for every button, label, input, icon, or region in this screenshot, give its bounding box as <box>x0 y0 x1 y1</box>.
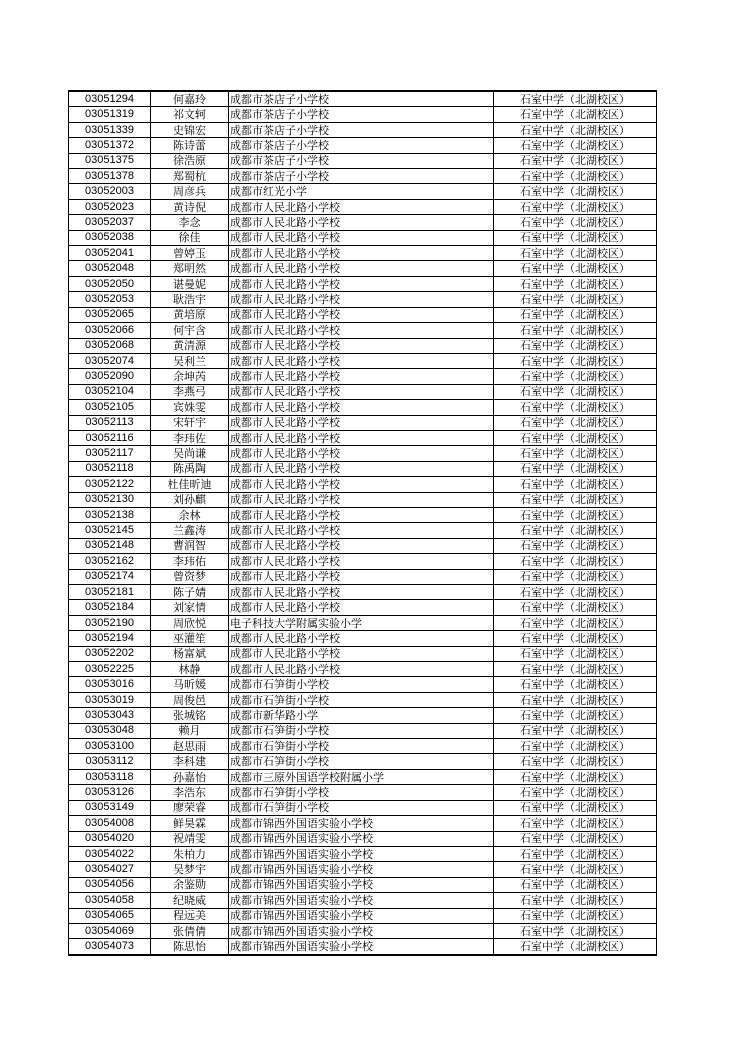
student-name-cell: 李燕弓 <box>151 384 229 399</box>
assigned-school-cell: 石室中学（北湖校区） <box>494 430 657 445</box>
student-id-cell: 03052065 <box>69 307 151 322</box>
primary-school-cell: 成都市人民北路小学校 <box>229 430 494 445</box>
student-name-cell: 李浩东 <box>151 785 229 800</box>
student-id-cell: 03051339 <box>69 122 151 137</box>
student-id-cell: 03052068 <box>69 338 151 353</box>
primary-school-cell: 成都市人民北路小学校 <box>229 215 494 230</box>
student-id-cell: 03053043 <box>69 708 151 723</box>
student-name-cell: 陈思怡 <box>151 939 229 955</box>
primary-school-cell: 成都市人民北路小学校 <box>229 230 494 245</box>
student-id-cell: 03052041 <box>69 246 151 261</box>
assigned-school-cell: 石室中学（北湖校区） <box>494 846 657 861</box>
student-id-cell: 03051372 <box>69 138 151 153</box>
student-id-cell: 03052105 <box>69 400 151 415</box>
table-row <box>69 708 657 723</box>
assigned-school-cell: 石室中学（北湖校区） <box>494 585 657 600</box>
student-name-cell: 曹润智 <box>151 538 229 553</box>
student-id-cell: 03052130 <box>69 492 151 507</box>
table-row <box>69 754 657 769</box>
table-row <box>69 677 657 692</box>
table-row <box>69 138 657 153</box>
student-id-cell: 03052113 <box>69 415 151 430</box>
table-row <box>69 569 657 584</box>
student-id-cell: 03051294 <box>69 91 151 107</box>
primary-school-cell: 成都市锦西外国语实验小学校 <box>229 923 494 938</box>
student-name-cell: 祝靖雯 <box>151 831 229 846</box>
primary-school-cell: 成都市人民北路小学校 <box>229 492 494 507</box>
primary-school-cell: 成都市新华路小学 <box>229 708 494 723</box>
student-name-cell: 吴梦宇 <box>151 862 229 877</box>
table-row <box>69 785 657 800</box>
table-row <box>69 816 657 831</box>
student-id-cell: 03052148 <box>69 538 151 553</box>
primary-school-cell: 成都市人民北路小学校 <box>229 292 494 307</box>
assigned-school-cell: 石室中学（北湖校区） <box>494 569 657 584</box>
table-row <box>69 369 657 384</box>
student-id-cell: 03054020 <box>69 831 151 846</box>
table-row <box>69 615 657 630</box>
assigned-school-cell: 石室中学（北湖校区） <box>494 877 657 892</box>
table-row <box>69 384 657 399</box>
primary-school-cell: 成都市人民北路小学校 <box>229 523 494 538</box>
table-row <box>69 739 657 754</box>
primary-school-cell: 成都市人民北路小学校 <box>229 446 494 461</box>
student-name-cell: 徐佳 <box>151 230 229 245</box>
assigned-school-cell: 石室中学（北湖校区） <box>494 384 657 399</box>
table-row <box>69 199 657 214</box>
student-name-cell: 郑蜀杭 <box>151 169 229 184</box>
table-row <box>69 215 657 230</box>
primary-school-cell: 成都市石笋街小学校 <box>229 785 494 800</box>
primary-school-cell: 成都市锦西外国语实验小学校 <box>229 877 494 892</box>
student-name-cell: 纪晓威 <box>151 893 229 908</box>
student-id-cell: 03052074 <box>69 353 151 368</box>
table-row <box>69 461 657 476</box>
assigned-school-cell: 石室中学（北湖校区） <box>494 615 657 630</box>
assigned-school-cell: 石室中学（北湖校区） <box>494 739 657 754</box>
student-name-cell: 余林 <box>151 507 229 522</box>
table-row <box>69 400 657 415</box>
student-table-body <box>69 91 657 955</box>
table-row <box>69 122 657 137</box>
table-row <box>69 723 657 738</box>
student-name-cell: 曾婷玉 <box>151 246 229 261</box>
assigned-school-cell: 石室中学（北湖校区） <box>494 507 657 522</box>
assigned-school-cell: 石室中学（北湖校区） <box>494 292 657 307</box>
table-row <box>69 261 657 276</box>
student-id-cell: 03054073 <box>69 939 151 955</box>
assigned-school-cell: 石室中学（北湖校区） <box>494 692 657 707</box>
assigned-school-cell: 石室中学（北湖校区） <box>494 323 657 338</box>
primary-school-cell: 成都市人民北路小学校 <box>229 569 494 584</box>
table-row <box>69 692 657 707</box>
student-id-cell: 03052190 <box>69 615 151 630</box>
assigned-school-cell: 石室中学（北湖校区） <box>494 107 657 122</box>
table-row <box>69 893 657 908</box>
student-id-cell: 03053048 <box>69 723 151 738</box>
assigned-school-cell: 石室中学（北湖校区） <box>494 677 657 692</box>
table-row <box>69 323 657 338</box>
assigned-school-cell: 石室中学（北湖校区） <box>494 831 657 846</box>
table-row <box>69 276 657 291</box>
student-name-cell: 杜佳昕迪 <box>151 477 229 492</box>
primary-school-cell: 成都市人民北路小学校 <box>229 323 494 338</box>
assigned-school-cell: 石室中学（北湖校区） <box>494 122 657 137</box>
table-row <box>69 831 657 846</box>
primary-school-cell: 成都市石笋街小学校 <box>229 739 494 754</box>
assigned-school-cell: 石室中学（北湖校区） <box>494 800 657 815</box>
student-name-cell: 赖月 <box>151 723 229 738</box>
primary-school-cell: 成都市锦西外国语实验小学校 <box>229 846 494 861</box>
student-id-cell: 03052117 <box>69 446 151 461</box>
student-id-cell: 03052038 <box>69 230 151 245</box>
assigned-school-cell: 石室中学（北湖校区） <box>494 769 657 784</box>
assigned-school-cell: 石室中学（北湖校区） <box>494 169 657 184</box>
assigned-school-cell: 石室中学（北湖校区） <box>494 646 657 661</box>
student-name-cell: 宋轩宇 <box>151 415 229 430</box>
assigned-school-cell: 石室中学（北湖校区） <box>494 215 657 230</box>
assigned-school-cell: 石室中学（北湖校区） <box>494 153 657 168</box>
primary-school-cell: 成都市锦西外国语实验小学校 <box>229 831 494 846</box>
student-id-cell: 03052048 <box>69 261 151 276</box>
student-name-cell: 刘家情 <box>151 600 229 615</box>
primary-school-cell: 成都市锦西外国语实验小学校 <box>229 862 494 877</box>
assigned-school-cell: 石室中学（北湖校区） <box>494 816 657 831</box>
student-name-cell: 徐浩原 <box>151 153 229 168</box>
table-row <box>69 646 657 661</box>
primary-school-cell: 成都市茶店子小学校 <box>229 107 494 122</box>
assigned-school-cell: 石室中学（北湖校区） <box>494 939 657 955</box>
student-name-cell: 谌曼妮 <box>151 276 229 291</box>
table-row <box>69 492 657 507</box>
student-id-cell: 03053016 <box>69 677 151 692</box>
assigned-school-cell: 石室中学（北湖校区） <box>494 461 657 476</box>
assigned-school-cell: 石室中学（北湖校区） <box>494 893 657 908</box>
table-row <box>69 446 657 461</box>
student-name-cell: 林静 <box>151 662 229 677</box>
primary-school-cell: 成都市红光小学 <box>229 184 494 199</box>
student-name-cell: 李念 <box>151 215 229 230</box>
student-name-cell: 李玮佐 <box>151 430 229 445</box>
student-name-cell: 史锦宏 <box>151 122 229 137</box>
primary-school-cell: 成都市人民北路小学校 <box>229 507 494 522</box>
table-row <box>69 292 657 307</box>
primary-school-cell: 成都市石笋街小学校 <box>229 723 494 738</box>
assigned-school-cell: 石室中学（北湖校区） <box>494 492 657 507</box>
primary-school-cell: 成都市人民北路小学校 <box>229 384 494 399</box>
table-row <box>69 507 657 522</box>
table-row <box>69 523 657 538</box>
table-row <box>69 908 657 923</box>
primary-school-cell: 成都市茶店子小学校 <box>229 122 494 137</box>
assigned-school-cell: 石室中学（北湖校区） <box>494 538 657 553</box>
assigned-school-cell: 石室中学（北湖校区） <box>494 199 657 214</box>
student-id-cell: 03052174 <box>69 569 151 584</box>
primary-school-cell: 成都市人民北路小学校 <box>229 461 494 476</box>
student-name-cell: 余鉴勋 <box>151 877 229 892</box>
assigned-school-cell: 石室中学（北湖校区） <box>494 307 657 322</box>
primary-school-cell: 成都市人民北路小学校 <box>229 276 494 291</box>
student-name-cell: 鲜昊霖 <box>151 816 229 831</box>
primary-school-cell: 成都市人民北路小学校 <box>229 415 494 430</box>
table-row <box>69 585 657 600</box>
table-row <box>69 769 657 784</box>
student-id-cell: 03051319 <box>69 107 151 122</box>
student-name-cell: 程远美 <box>151 908 229 923</box>
primary-school-cell: 成都市锦西外国语实验小学校 <box>229 893 494 908</box>
assigned-school-cell: 石室中学（北湖校区） <box>494 369 657 384</box>
assigned-school-cell: 石室中学（北湖校区） <box>494 662 657 677</box>
primary-school-cell: 成都市人民北路小学校 <box>229 338 494 353</box>
student-id-cell: 03051375 <box>69 153 151 168</box>
primary-school-cell: 成都市人民北路小学校 <box>229 538 494 553</box>
student-name-cell: 廖荣睿 <box>151 800 229 815</box>
student-name-cell: 赵思雨 <box>151 739 229 754</box>
assigned-school-cell: 石室中学（北湖校区） <box>494 908 657 923</box>
table-row <box>69 430 657 445</box>
assigned-school-cell: 石室中学（北湖校区） <box>494 184 657 199</box>
primary-school-cell: 成都市人民北路小学校 <box>229 477 494 492</box>
student-name-cell: 朱柏力 <box>151 846 229 861</box>
student-id-cell: 03052138 <box>69 507 151 522</box>
student-name-cell: 郑明然 <box>151 261 229 276</box>
table-row <box>69 307 657 322</box>
student-name-cell: 耿浩宇 <box>151 292 229 307</box>
student-id-cell: 03054065 <box>69 908 151 923</box>
student-id-cell: 03052181 <box>69 585 151 600</box>
primary-school-cell: 成都市石笋街小学校 <box>229 800 494 815</box>
table-row <box>69 415 657 430</box>
table-row <box>69 846 657 861</box>
assigned-school-cell: 石室中学（北湖校区） <box>494 276 657 291</box>
primary-school-cell: 成都市人民北路小学校 <box>229 261 494 276</box>
table-row <box>69 939 657 955</box>
student-id-cell: 03052050 <box>69 276 151 291</box>
primary-school-cell: 成都市石笋街小学校 <box>229 692 494 707</box>
assigned-school-cell: 石室中学（北湖校区） <box>494 754 657 769</box>
student-name-cell: 周俊邑 <box>151 692 229 707</box>
student-id-cell: 03054056 <box>69 877 151 892</box>
primary-school-cell: 成都市人民北路小学校 <box>229 369 494 384</box>
assigned-school-cell: 石室中学（北湖校区） <box>494 338 657 353</box>
table-row <box>69 246 657 261</box>
student-name-cell: 巫灌笙 <box>151 631 229 646</box>
primary-school-cell: 成都市茶店子小学校 <box>229 153 494 168</box>
student-name-cell: 马昕媛 <box>151 677 229 692</box>
assigned-school-cell: 石室中学（北湖校区） <box>494 246 657 261</box>
assigned-school-cell: 石室中学（北湖校区） <box>494 353 657 368</box>
assigned-school-cell: 石室中学（北湖校区） <box>494 400 657 415</box>
student-id-cell: 03054008 <box>69 816 151 831</box>
assigned-school-cell: 石室中学（北湖校区） <box>494 415 657 430</box>
primary-school-cell: 成都市石笋街小学校 <box>229 677 494 692</box>
assigned-school-cell: 石室中学（北湖校区） <box>494 523 657 538</box>
assigned-school-cell: 石室中学（北湖校区） <box>494 477 657 492</box>
student-id-cell: 03053019 <box>69 692 151 707</box>
student-name-cell: 陈子婧 <box>151 585 229 600</box>
student-name-cell: 刘孙麒 <box>151 492 229 507</box>
student-name-cell: 宾姝雯 <box>151 400 229 415</box>
student-name-cell: 吴尚谦 <box>151 446 229 461</box>
table-row <box>69 800 657 815</box>
student-name-cell: 曾资梦 <box>151 569 229 584</box>
primary-school-cell: 成都市茶店子小学校 <box>229 91 494 107</box>
student-id-cell: 03052162 <box>69 554 151 569</box>
assigned-school-cell: 石室中学（北湖校区） <box>494 723 657 738</box>
assigned-school-cell: 石室中学（北湖校区） <box>494 446 657 461</box>
student-name-cell: 何嘉玲 <box>151 91 229 107</box>
student-id-cell: 03052184 <box>69 600 151 615</box>
student-name-cell: 何宇含 <box>151 323 229 338</box>
table-row <box>69 169 657 184</box>
primary-school-cell: 成都市人民北路小学校 <box>229 353 494 368</box>
table-row <box>69 662 657 677</box>
table-row <box>69 338 657 353</box>
table-row <box>69 877 657 892</box>
student-id-cell: 03052202 <box>69 646 151 661</box>
primary-school-cell: 成都市石笋街小学校 <box>229 754 494 769</box>
primary-school-cell: 成都市人民北路小学校 <box>229 631 494 646</box>
student-id-cell: 03052090 <box>69 369 151 384</box>
student-name-cell: 张城铭 <box>151 708 229 723</box>
table-row <box>69 153 657 168</box>
table-row <box>69 477 657 492</box>
student-id-cell: 03054069 <box>69 923 151 938</box>
student-id-cell: 03054027 <box>69 862 151 877</box>
student-id-cell: 03052003 <box>69 184 151 199</box>
primary-school-cell: 成都市人民北路小学校 <box>229 246 494 261</box>
student-name-cell: 兰鑫涛 <box>151 523 229 538</box>
student-id-cell: 03052145 <box>69 523 151 538</box>
table-row <box>69 631 657 646</box>
assigned-school-cell: 石室中学（北湖校区） <box>494 708 657 723</box>
assigned-school-cell: 石室中学（北湖校区） <box>494 631 657 646</box>
primary-school-cell: 成都市人民北路小学校 <box>229 662 494 677</box>
student-id-cell: 03052194 <box>69 631 151 646</box>
student-id-cell: 03054022 <box>69 846 151 861</box>
table-row <box>69 600 657 615</box>
assigned-school-cell: 石室中学（北湖校区） <box>494 261 657 276</box>
table-row <box>69 554 657 569</box>
student-id-cell: 03052053 <box>69 292 151 307</box>
assigned-school-cell: 石室中学（北湖校区） <box>494 91 657 107</box>
primary-school-cell: 成都市人民北路小学校 <box>229 307 494 322</box>
assigned-school-cell: 石室中学（北湖校区） <box>494 230 657 245</box>
table-row <box>69 184 657 199</box>
student-id-cell: 03052122 <box>69 477 151 492</box>
student-name-cell: 余坤芮 <box>151 369 229 384</box>
assigned-school-cell: 石室中学（北湖校区） <box>494 862 657 877</box>
student-table <box>68 90 657 956</box>
primary-school-cell: 成都市人民北路小学校 <box>229 400 494 415</box>
student-name-cell: 黄培原 <box>151 307 229 322</box>
primary-school-cell: 成都市锦西外国语实验小学校 <box>229 816 494 831</box>
assigned-school-cell: 石室中学（北湖校区） <box>494 138 657 153</box>
assigned-school-cell: 石室中学（北湖校区） <box>494 785 657 800</box>
primary-school-cell: 成都市锦西外国语实验小学校 <box>229 939 494 955</box>
primary-school-cell: 成都市锦西外国语实验小学校 <box>229 908 494 923</box>
table-row <box>69 353 657 368</box>
assigned-school-cell: 石室中学（北湖校区） <box>494 600 657 615</box>
student-name-cell: 李玮佑 <box>151 554 229 569</box>
primary-school-cell: 成都市茶店子小学校 <box>229 138 494 153</box>
student-name-cell: 陈禹陶 <box>151 461 229 476</box>
primary-school-cell: 成都市人民北路小学校 <box>229 585 494 600</box>
student-id-cell: 03051378 <box>69 169 151 184</box>
student-id-cell: 03053126 <box>69 785 151 800</box>
student-name-cell: 李科建 <box>151 754 229 769</box>
primary-school-cell: 成都市三原外国语学校附属小学 <box>229 769 494 784</box>
student-name-cell: 周彦兵 <box>151 184 229 199</box>
student-id-cell: 03052066 <box>69 323 151 338</box>
student-id-cell: 03053112 <box>69 754 151 769</box>
table-row <box>69 862 657 877</box>
table-row <box>69 230 657 245</box>
student-id-cell: 03052116 <box>69 430 151 445</box>
student-name-cell: 陈诗蕾 <box>151 138 229 153</box>
student-id-cell: 03053118 <box>69 769 151 784</box>
student-name-cell: 周欣悦 <box>151 615 229 630</box>
primary-school-cell: 成都市人民北路小学校 <box>229 199 494 214</box>
table-row <box>69 538 657 553</box>
student-id-cell: 03052104 <box>69 384 151 399</box>
student-id-cell: 03052023 <box>69 199 151 214</box>
student-name-cell: 祁文轲 <box>151 107 229 122</box>
primary-school-cell: 成都市茶店子小学校 <box>229 169 494 184</box>
student-id-cell: 03052118 <box>69 461 151 476</box>
student-name-cell: 吴利兰 <box>151 353 229 368</box>
student-name-cell: 杨富斌 <box>151 646 229 661</box>
student-id-cell: 03052225 <box>69 662 151 677</box>
student-id-cell: 03054058 <box>69 893 151 908</box>
primary-school-cell: 成都市人民北路小学校 <box>229 646 494 661</box>
assigned-school-cell: 石室中学（北湖校区） <box>494 554 657 569</box>
primary-school-cell: 成都市人民北路小学校 <box>229 554 494 569</box>
student-id-cell: 03052037 <box>69 215 151 230</box>
student-id-cell: 03053149 <box>69 800 151 815</box>
student-name-cell: 黄清源 <box>151 338 229 353</box>
primary-school-cell: 电子科技大学附属实验小学 <box>229 615 494 630</box>
student-name-cell: 黄诗倪 <box>151 199 229 214</box>
student-name-cell: 孙嘉怡 <box>151 769 229 784</box>
assigned-school-cell: 石室中学（北湖校区） <box>494 923 657 938</box>
table-row <box>69 91 657 107</box>
student-name-cell: 张倩倩 <box>151 923 229 938</box>
student-id-cell: 03053100 <box>69 739 151 754</box>
table-row <box>69 923 657 938</box>
primary-school-cell: 成都市人民北路小学校 <box>229 600 494 615</box>
table-row <box>69 107 657 122</box>
